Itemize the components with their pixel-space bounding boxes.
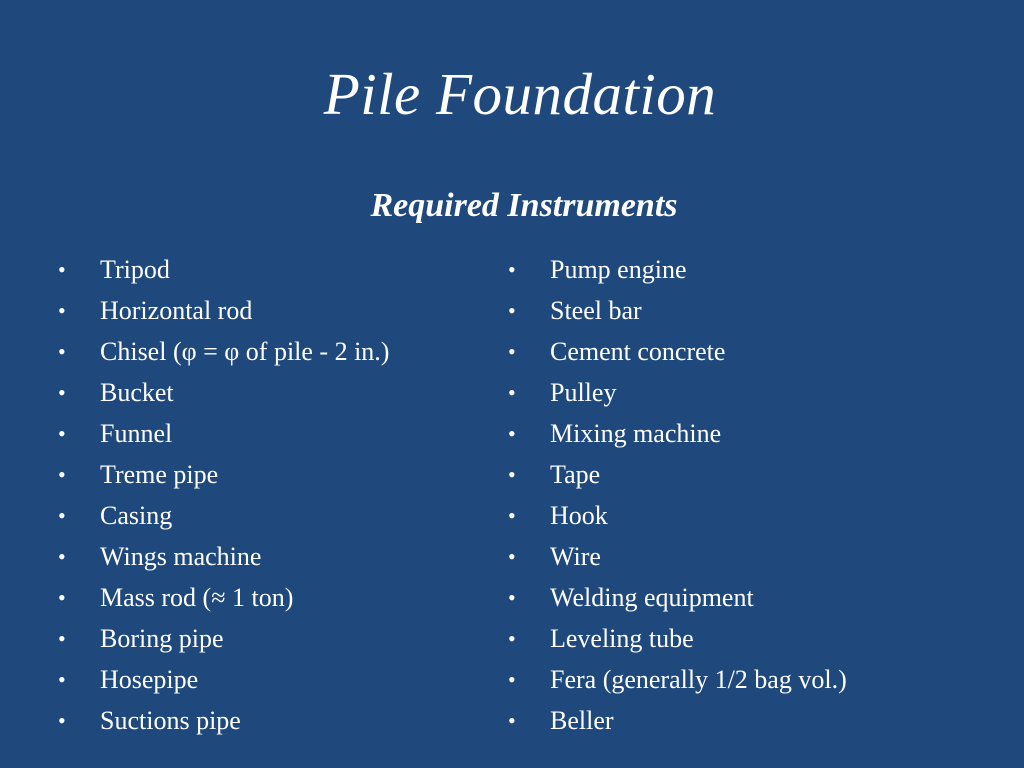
- list-item-label: Cement concrete: [550, 337, 726, 366]
- list-item: [58, 250, 498, 291]
- list-item: [58, 455, 498, 496]
- list-item-label: Fera (generally 1/2 bag vol.): [550, 665, 847, 694]
- bullet-icon: •: [508, 421, 516, 446]
- list-item: [58, 619, 498, 660]
- bullet-icon: •: [58, 708, 66, 733]
- list-item: [508, 619, 998, 660]
- bullet-icon: •: [508, 708, 516, 733]
- list-item: [508, 250, 998, 291]
- bullet-icon: •: [508, 503, 516, 528]
- list-item-label: Pulley: [550, 378, 617, 407]
- list-item: [508, 414, 998, 455]
- bullet-icon: •: [508, 462, 516, 487]
- slide-title: Pile Foundation: [323, 61, 717, 127]
- bullet-icon: •: [58, 298, 66, 323]
- list-item-label: Chisel (φ = φ of pile - 2 in.): [100, 337, 390, 366]
- bullet-icon: •: [508, 380, 516, 405]
- list-item: [58, 332, 498, 373]
- list-item-label: Welding equipment: [550, 583, 754, 612]
- bullet-icon: •: [508, 257, 516, 282]
- bullet-icon: •: [508, 339, 516, 364]
- bullet-icon: •: [58, 421, 66, 446]
- bullet-icon: •: [58, 585, 66, 610]
- list-item-label: Tripod: [100, 255, 170, 284]
- list-item-label: Horizontal rod: [100, 296, 253, 325]
- list-item-label: Leveling tube: [550, 624, 694, 653]
- bullet-icon: •: [58, 380, 66, 405]
- list-item: [58, 701, 498, 742]
- list-item: [58, 578, 498, 619]
- bullet-icon: •: [508, 626, 516, 651]
- list-item-label: Wings machine: [100, 542, 262, 571]
- list-item-label: Funnel: [100, 419, 173, 448]
- bullet-icon: •: [58, 667, 66, 692]
- list-item-label: Hook: [550, 501, 608, 530]
- list-item: [58, 291, 498, 332]
- bullet-icon: •: [58, 462, 66, 487]
- list-item: [58, 414, 498, 455]
- list-item: [58, 537, 498, 578]
- list-item: [58, 496, 498, 537]
- list-item-label: Mass rod (≈ 1 ton): [100, 583, 294, 612]
- bullet-icon: •: [58, 339, 66, 364]
- bullet-icon: •: [58, 626, 66, 651]
- list-item: [508, 496, 998, 537]
- list-item-label: Pump engine: [550, 255, 687, 284]
- list-item: [508, 455, 998, 496]
- list-item: [508, 578, 998, 619]
- list-item-label: Treme pipe: [100, 460, 219, 489]
- bullet-icon: •: [58, 257, 66, 282]
- list-item: [58, 660, 498, 701]
- bullet-icon: •: [58, 503, 66, 528]
- list-item-label: Suctions pipe: [100, 706, 241, 735]
- list-item: [508, 537, 998, 578]
- slide-subtitle: Required Instruments: [370, 187, 678, 224]
- instrument-list-left: [58, 250, 498, 742]
- list-item-label: Wire: [550, 542, 601, 571]
- list-item: [508, 701, 998, 742]
- list-item: [508, 373, 998, 414]
- list-item: [58, 373, 498, 414]
- list-item-label: Bucket: [100, 378, 174, 407]
- instrument-list-right: [508, 250, 998, 742]
- list-item: [508, 332, 998, 373]
- list-item: [508, 291, 998, 332]
- list-item-label: Beller: [550, 706, 614, 735]
- bullet-icon: •: [508, 585, 516, 610]
- list-item-label: Steel bar: [550, 296, 642, 325]
- bullet-icon: •: [508, 544, 516, 569]
- bullet-icon: •: [508, 667, 516, 692]
- bullet-icon: •: [58, 544, 66, 569]
- bullet-icon: •: [508, 298, 516, 323]
- list-item-label: Hosepipe: [100, 665, 199, 694]
- list-item-label: Mixing machine: [550, 419, 722, 448]
- list-item: [508, 660, 998, 701]
- list-item-label: Boring pipe: [100, 624, 224, 653]
- list-item-label: Casing: [100, 501, 173, 530]
- list-item-label: Tape: [550, 460, 601, 489]
